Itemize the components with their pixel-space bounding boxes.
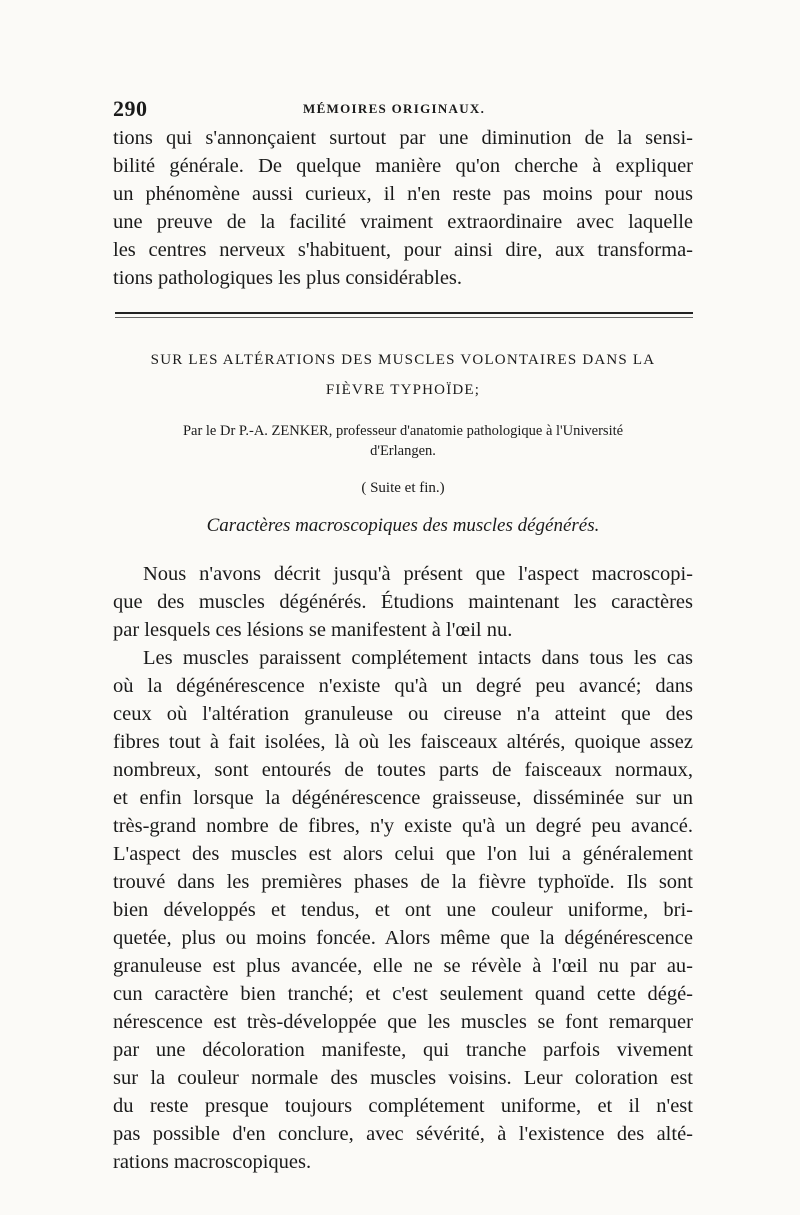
text-line: par lesquels ces lésions se manifestent à l'œil nu. <box>113 619 513 641</box>
text-line: Les muscles paraissent complétement intacts dans tous les cas <box>143 647 693 669</box>
text-line: un phénomène aussi curieux, il n'en reste pas moins pour nous <box>113 183 693 205</box>
text-line: les centres nerveux s'habituent, pour ainsi dire, aux transforma- <box>113 239 693 261</box>
text-line: sur la couleur normale des muscles voisins. Leur coloration est <box>113 1067 693 1089</box>
text-line: tions qui s'annonçaient surtout par une diminution de la sensi- <box>113 127 693 149</box>
section-divider-secondary <box>115 317 693 318</box>
author-line-2: d'Erlangen. <box>370 443 436 459</box>
text-line: Nous n'avons décrit jusqu'à présent que l'aspect macroscopi- <box>143 563 693 585</box>
body-paragraph-1 <box>113 560 693 644</box>
text-line: tions pathologiques les plus considérables. <box>113 267 463 289</box>
text-line: que des muscles dégénérés. Étudions maintenant les caractères <box>113 591 693 613</box>
text-line: ceux où l'altération granuleuse ou cireuse n'a atteint que des <box>113 703 693 725</box>
text-line: du reste presque toujours complétement uniforme, et il n'est <box>113 1095 693 1117</box>
continued-note: ( Suite et fin.) <box>361 480 445 496</box>
text-line: rations macroscopiques. <box>113 1151 312 1173</box>
text-line: bilité générale. De quelque manière qu'on cherche à expliquer <box>113 155 693 177</box>
text-line: où la dégénérescence n'existe qu'à un degré peu avancé; dans <box>113 675 693 697</box>
page-number: 290 <box>113 96 148 121</box>
text-line: trouvé dans les premières phases de la fièvre typhoïde. Ils sont <box>113 871 693 893</box>
subsection-title: Caractères macroscopiques des muscles dégénérés. <box>206 515 600 536</box>
text-line: L'aspect des muscles est alors celui que l'on lui a généralement <box>113 843 693 865</box>
author-byline <box>113 421 693 461</box>
text-line: cun caractère bien tranché; et c'est seulement quand cette dégé- <box>113 983 693 1005</box>
page-header <box>113 96 693 126</box>
text-line: une preuve de la facilité vraiment extraordinaire avec laquelle <box>113 211 693 233</box>
text-line: pas possible d'en conclure, avec sévérité, à l'existence des alté- <box>113 1123 693 1145</box>
text-line: bien développés et tendus, et ont une couleur uniforme, bri- <box>113 899 693 921</box>
article-title <box>113 345 693 405</box>
text-line: et enfin lorsque la dégénérescence graisseuse, disséminée sur un <box>113 787 693 809</box>
article-title-line-2: FIÈVRE TYPHOÏDE; <box>325 382 481 398</box>
section-divider <box>115 312 693 314</box>
running-head: MÉMOIRES ORIGINAUX. <box>303 101 486 116</box>
text-line: très-grand nombre de fibres, n'y existe qu'à un degré peu avancé. <box>113 815 693 837</box>
text-line: par une décoloration manifeste, qui tranche parfois vivement <box>113 1039 693 1061</box>
text-line: fibres tout à fait isolées, là où les faisceaux altérés, quoique assez <box>113 731 693 753</box>
text-line: granuleuse est plus avancée, elle ne se révèle à l'œil nu par au- <box>113 955 693 977</box>
author-line-1: Par le Dr P.-A. ZENKER, professeur d'anatomie pathologique à l'Université <box>182 423 624 439</box>
article-title-line-1: SUR LES ALTÉRATIONS DES MUSCLES VOLONTAIRES DANS LA <box>150 352 656 368</box>
text-line: nérescence est très-développée que les muscles se font remarquer <box>113 1011 693 1033</box>
text-line: quetée, plus ou moins foncée. Alors même que la dégénérescence <box>113 927 693 949</box>
body-paragraph-2 <box>113 644 693 1176</box>
intro-paragraph <box>113 124 693 292</box>
text-line: nombreux, sont entourés de toutes parts de faisceaux normaux, <box>113 759 693 781</box>
